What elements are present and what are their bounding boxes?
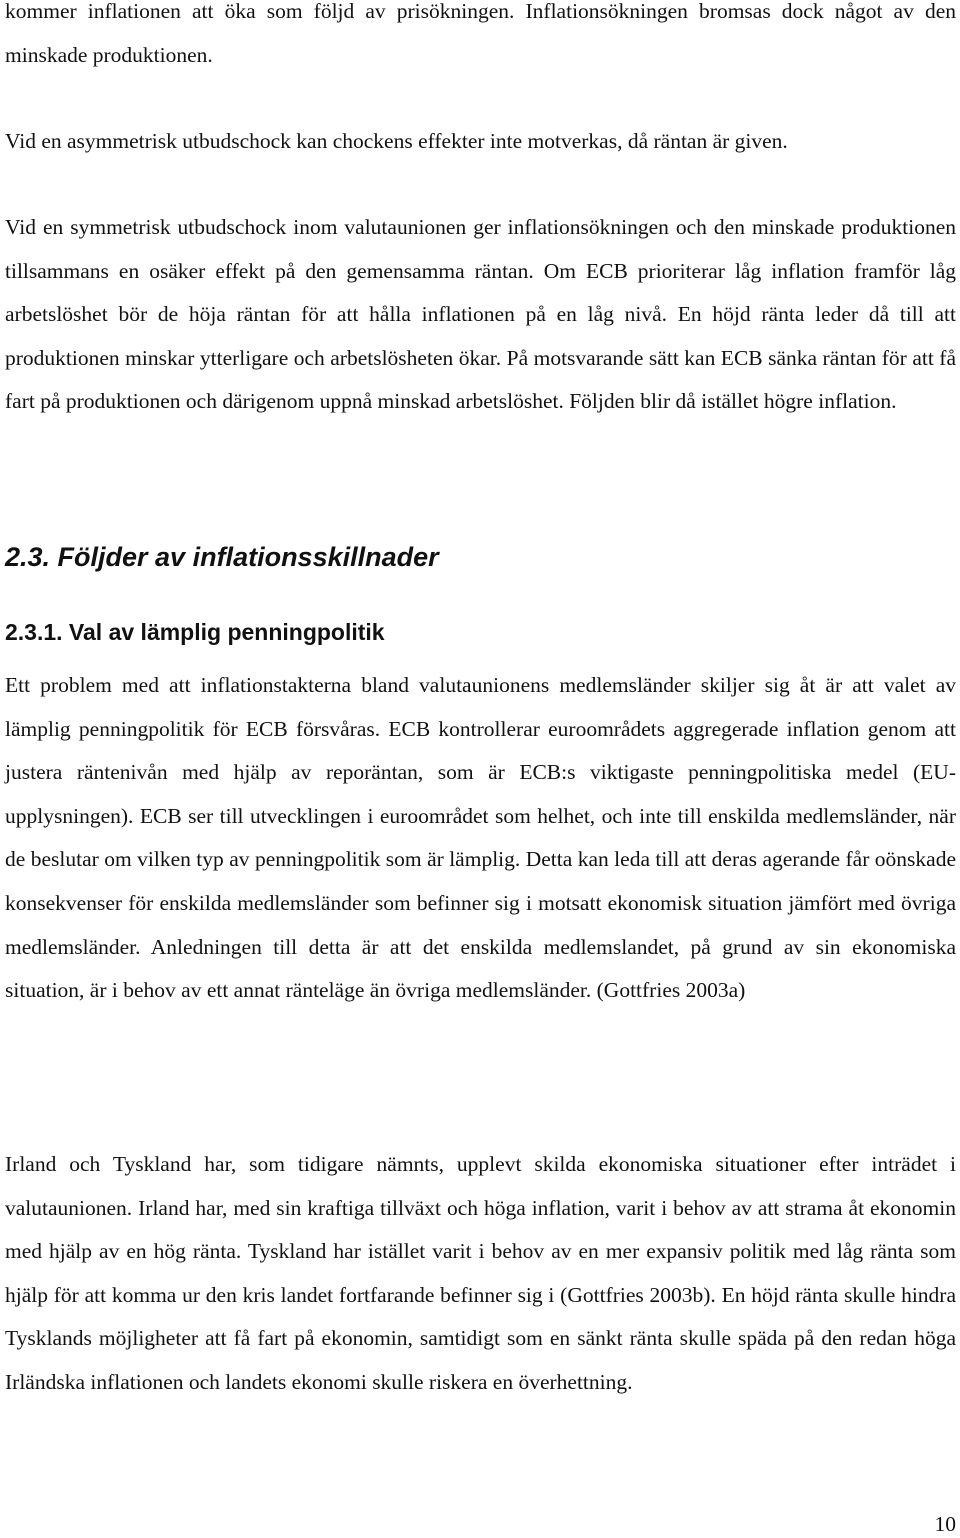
paragraph-asymmetric-shock: Vid en asymmetrisk utbudschock kan chockens effekter inte motverkas, då räntan är given. [5, 129, 788, 153]
paragraph-monetary-policy-choice: Ett problem med att inflationstakterna bland valutaunionens medlemsländer skiljer sig åt är att valet av lämplig penningpolitik för ECB försvåras. ECB kontrollerar euroområdets aggregerade inflation genom att justera räntenivån med hjälp av reporäntan, som är ECB:s viktigaste penningpolitiska medel (EU-upplysningen). ECB ser till utvecklingen i euroområdet som helhet, och inte till enskilda medlemsländer, när de beslutar om vilken typ av penningpolitik som är lämplig. Detta kan leda till att deras agerande får oönskade konsekvenser för enskilda medlemsländer som befinner sig i motsatt ekonomisk situation jämfört med övriga medlemsländer. Anledningen till detta är att det enskilda medlemslandet, på grund av sin ekonomiska situation, är i behov av ett annat ränteläge än övriga medlemsländer. (Gottfries 2003a) [5, 673, 956, 1003]
subsection-heading: 2.3.1. Val av lämplig penningpolitik [5, 619, 385, 645]
paragraph-inflation-continuation: kommer inflationen att öka som följd av prisökningen. Inflationsökningen bromsas dock något av den minskade produktionen. [5, 0, 956, 67]
section-heading: 2.3. Följder av inflationsskillnader [5, 542, 439, 572]
paragraph-symmetric-shock: Vid en symmetrisk utbudschock inom valutaunionen ger inflationsökningen och den minskade produktionen tillsammans en osäker effekt på den gemensamma räntan. Om ECB prioriterar låg inflation framför låg arbetslöshet bör de höja räntan för att hålla inflationen på en låg nivå. En höjd ränta leder då till att produktionen minskar ytterligare och arbetslösheten ökar. På motsvarande sätt kan ECB sänka räntan för att få fart på produktionen och därigenom uppnå minskad arbetslöshet. Följden blir då istället högre inflation. [5, 215, 956, 414]
paragraph-ireland-germany: Irland och Tyskland har, som tidigare nämnts, upplevt skilda ekonomiska situationer efter inträdet i valutaunionen. Irland har, med sin kraftiga tillväxt och höga inflation, varit i behov av att strama åt ekonomin med hjälp av en hög ränta. Tyskland har istället varit i behov av en mer expansiv politik med låg ränta som hjälp för att komma ur den kris landet fortfarande befinner sig i (Gottfries 2003b). En höjd ränta skulle hindra Tysklands möjligheter att få fart på ekonomin, samtidigt som en sänkt ränta skulle späda på den redan höga Irländska inflationen och landets ekonomi skulle riskera en överhettning. [5, 1152, 956, 1394]
page-number: 10 [934, 1512, 956, 1536]
